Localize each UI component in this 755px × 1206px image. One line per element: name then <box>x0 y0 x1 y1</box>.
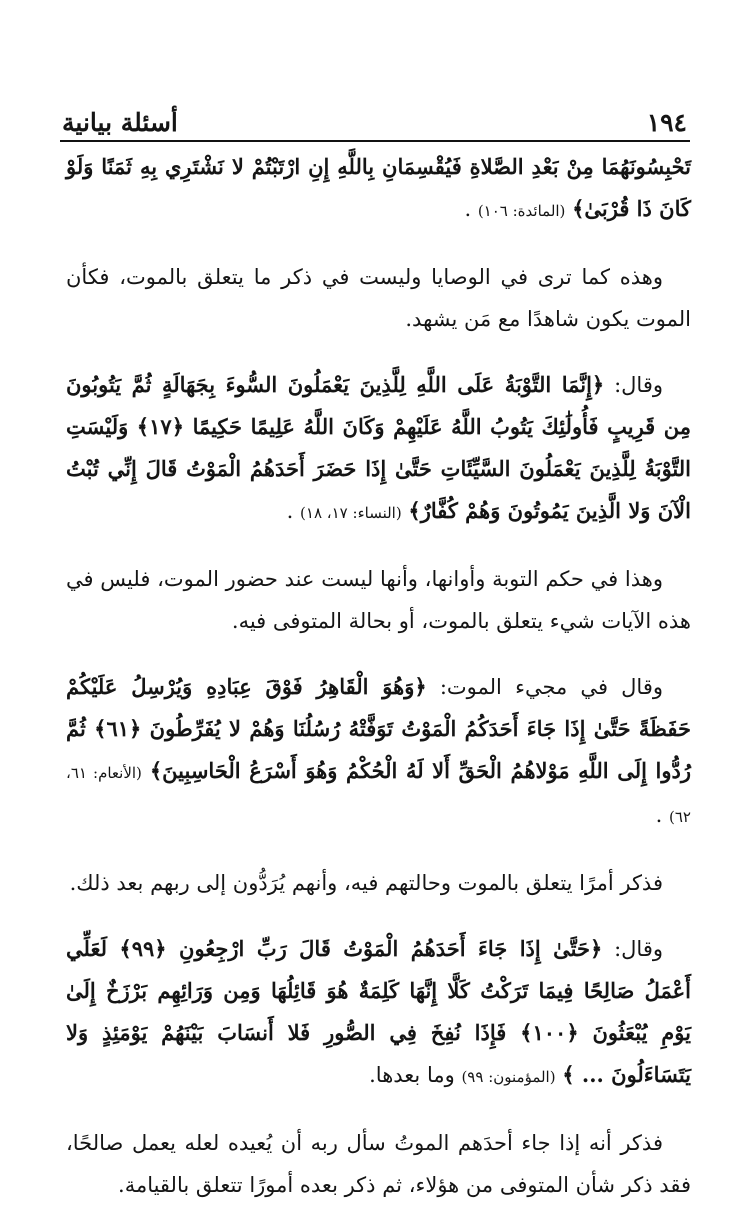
quran-quote: ﴿وَهُوَ الْقَاهِرُ فَوْقَ عِبَادِهِ وَيُرْسِلُ عَلَيْكُمْ حَفَظَةً حَتَّىٰ إِذَا جَاءَ أَحَدَكُمُ الْمَوْتُ تَوَفَّتْهُ رُسُلُنَا وَهُمْ لا يُفَرِّطُونَ ﴿٦١﴾ ثُمَّ رُدُّوا إِلَى اللَّهِ مَوْلاهُمُ الْحَقِّ أَلا لَهُ الْحُكْمُ وَهُوَ أَسْرَعُ الْحَاسِبِينَ﴾ <box>66 674 691 783</box>
quran-reference: (المائدة: ١٠٦) <box>477 202 566 220</box>
paragraph-lead: وقال: <box>604 373 664 397</box>
quran-quote: ﴿حَتَّىٰ إِذَا جَاءَ أَحَدَهُمُ الْمَوْتُ قَالَ رَبِّ ارْجِعُونِ ﴿٩٩﴾ لَعَلِّي أَعْمَلُ صَالِحًا فِيمَا تَرَكْتُ كَلَّا إِنَّهَا كَلِمَةٌ هُوَ قَائِلُهَا وَمِن وَرَائِهِم بَرْزَخٌ إِلَىٰ يَوْمِ يُبْعَثُونَ ﴿١٠٠﴾ فَإِذَا نُفِخَ فِي الصُّورِ فَلا أَنسَابَ بَيْنَهُمْ يَوْمَئِذٍ وَلا يَتَسَاءَلُونَ ... ﴾ <box>66 936 691 1087</box>
paragraph-text: وهذه كما ترى في الوصايا وليست في ذكر ما يتعلق بالموت، فكأن الموت يكون شاهدًا مع مَن يشهد. <box>66 265 691 331</box>
quran-reference: (النساء: ١٧، ١٨) <box>300 504 402 522</box>
paragraph-tail: . <box>286 499 294 523</box>
paragraph-quote-nisa <box>66 364 691 534</box>
paragraph-tail: . <box>655 803 663 827</box>
quran-quote: ﴿إِنَّمَا التَّوْبَةُ عَلَى اللَّهِ لِلَّذِينَ يَعْمَلُونَ السُّوءَ بِجَهَالَةٍ ثُمَّ يَتُوبُونَ مِن قَرِيبٍ فَأُولَٰئِكَ يَتُوبُ اللَّهُ عَلَيْهِمْ وَكَانَ اللَّهُ عَلِيمًا حَكِيمًا ﴿١٧﴾ وَلَيْسَتِ التَّوْبَةُ لِلَّذِينَ يَعْمَلُونَ السَّيِّئَاتِ حَتَّىٰ إِذَا حَضَرَ أَحَدَهُمُ الْمَوْتُ قَالَ إِنِّي تُبْتُ الْآنَ وَلا الَّذِينَ يَمُوتُونَ وَهُمْ كُفَّارٌ﴾ <box>66 372 692 523</box>
paragraph-quote-anam <box>66 666 691 838</box>
paragraph-commentary <box>66 558 691 642</box>
paragraph-tail: . <box>464 197 472 221</box>
header-rule <box>60 140 690 142</box>
paragraph-lead: وقال: <box>602 937 664 961</box>
paragraph-lead: وقال في مجيء الموت: <box>426 675 663 699</box>
paragraph-tail: وما بعدها. <box>369 1063 455 1087</box>
page-number: ١٩٤ <box>646 108 687 137</box>
quran-reference: (الأنعام: ٦١، ٦٢) <box>66 764 691 826</box>
page-body <box>66 146 691 1206</box>
paragraph-quran-continuation <box>66 146 691 232</box>
quran-quote: تَحْبِسُونَهُمَا مِنْ بَعْدِ الصَّلاةِ فَيُقْسِمَانِ بِاللَّهِ إِنِ ارْتَبْتُمْ لا نَشْتَرِي بِهِ ثَمَنًا وَلَوْ كَانَ ذَا قُرْبَىٰ﴾ <box>66 154 691 221</box>
quran-reference: (المؤمنون: ٩٩) <box>461 1068 556 1086</box>
paragraph-text: فذكر أنه إذا جاء أحدَهم الموتُ سأل ربه أن يُعيده لعله يعمل صالحًا، فقد ذكر شأن المتوفى من هؤلاء، ثم ذكر بعده أمورًا تتعلق بالقيامة. <box>66 1131 691 1197</box>
paragraph-text: فذكر أمرًا يتعلق بالموت وحالتهم فيه، وأنهم يُرَدُّون إلى ربهم بعد ذلك. <box>69 871 663 895</box>
paragraph-quote-muminun <box>66 928 691 1098</box>
paragraph-commentary <box>66 862 691 904</box>
page-header <box>62 100 687 140</box>
running-title: أسئلة بيانية <box>62 108 178 137</box>
paragraph-commentary <box>66 1122 691 1206</box>
paragraph-commentary <box>66 256 691 340</box>
paragraph-text: وهذا في حكم التوبة وأوانها، وأنها ليست عند حضور الموت، فليس في هذه الآيات شيء يتعلق بالموت، أو بحالة المتوفى فيه. <box>66 567 691 633</box>
